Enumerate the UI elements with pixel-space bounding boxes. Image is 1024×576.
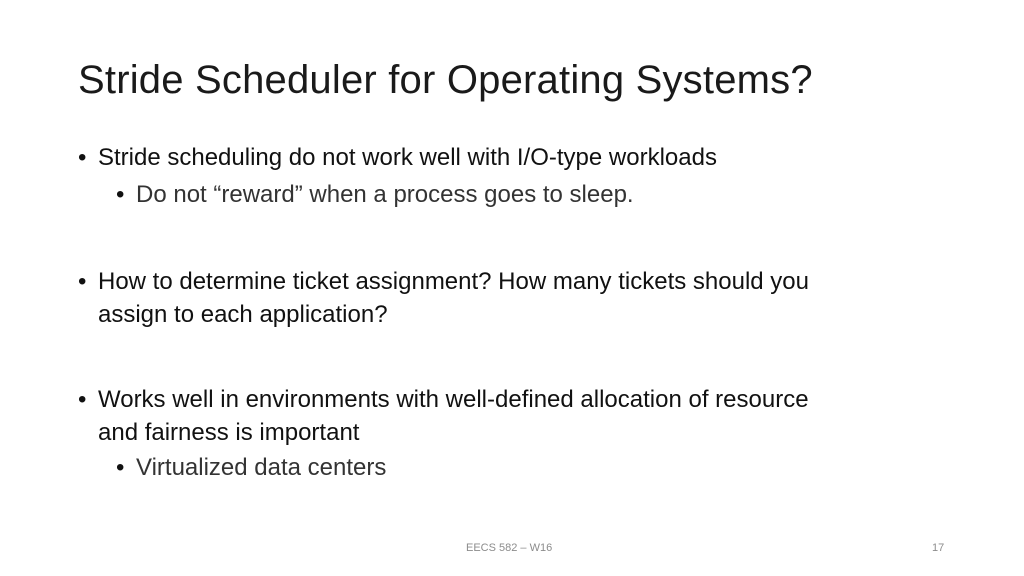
bullet-text: Stride scheduling do not work well with I/O-type workloads [98, 144, 717, 171]
bullet-marker: • [78, 144, 87, 171]
bullet-text-line-1: Works well in environments with well-defined allocation of resource [98, 386, 809, 413]
sub-bullet-text: Virtualized data centers [136, 454, 387, 481]
bullet-item [78, 265, 998, 331]
sub-bullet-marker: • [116, 454, 125, 481]
sub-bullet-text: Do not “reward” when a process goes to sleep. [136, 181, 634, 208]
bullet-item [78, 383, 998, 449]
sub-bullet-item [116, 180, 996, 210]
bullet-text-line-2: assign to each application? [98, 301, 388, 328]
slide-title: Stride Scheduler for Operating Systems? [78, 58, 813, 102]
sub-bullet-marker: • [116, 181, 125, 208]
bullet-text-line-1: How to determine ticket assignment? How many tickets should you [98, 268, 809, 295]
slide-number: 17 [932, 542, 945, 554]
bullet-item [78, 141, 998, 174]
footer-center-text: EECS 582 – W16 [466, 542, 553, 554]
bullet-marker: • [78, 268, 87, 295]
bullet-marker: • [78, 386, 87, 413]
sub-bullet-item [116, 453, 996, 483]
bullet-text-line-2: and fairness is important [98, 419, 360, 446]
